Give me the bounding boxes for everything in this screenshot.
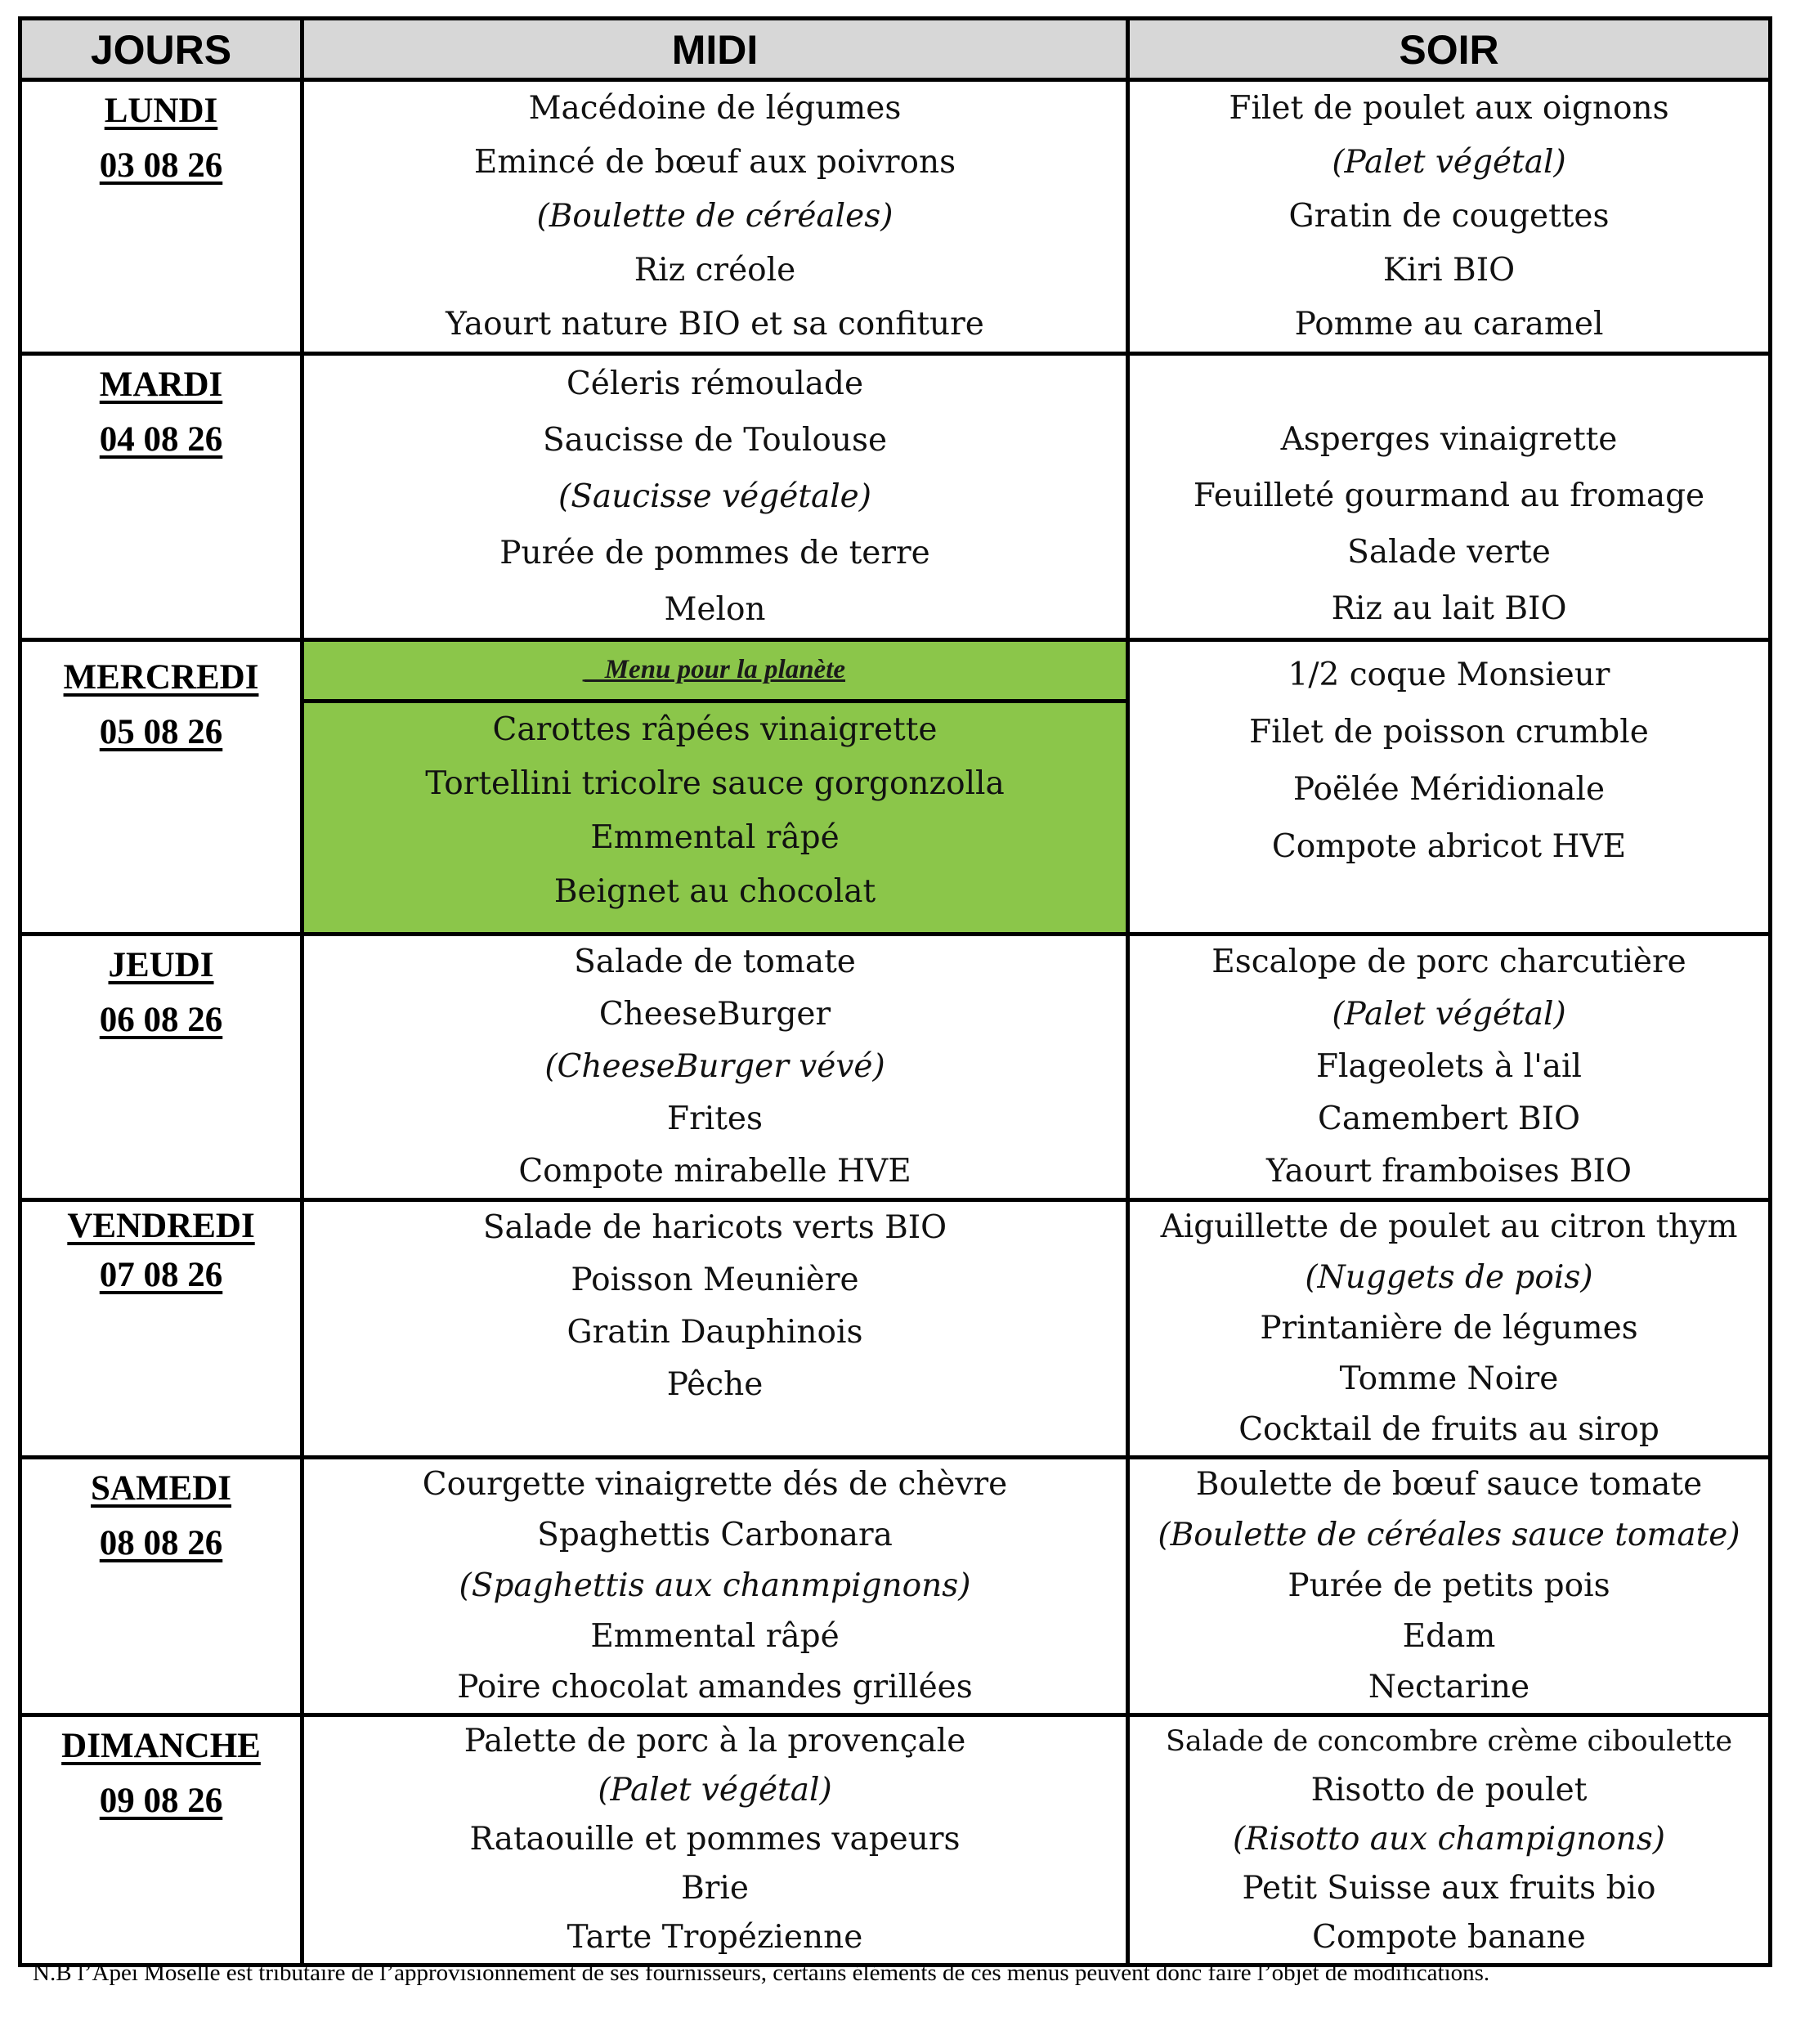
menu-item: Riz au lait BIO [1331,590,1567,627]
day-name: MERCREDI [63,658,259,697]
soir-cell [1128,80,1771,354]
menu-item: Céleris rémoulade [566,365,864,402]
header-jours: JOURS [20,19,302,80]
menu-item: Printanière de légumes [1260,1310,1638,1347]
supply-disclaimer-footnote: N.B l’Apei Moselle est tributaire de l’approvisionnement de ses fournisseurs, certains éléments de ces menus peuvent donc faire l’objet de modifications. [33,1960,1490,1986]
menu-item: 1/2 coque Monsieur [1288,657,1610,693]
menu-item: Petit Suisse aux fruits bio [1242,1870,1656,1907]
menu-item: Courgette vinaigrette dés de chèvre [422,1466,1008,1503]
day-cell [20,1200,302,1458]
midi-cell [302,354,1128,640]
day-name: LUNDI [104,92,218,130]
day-date: 07 08 26 [99,1256,223,1294]
menu-item-alternative: (Boulette de céréales) [536,198,894,235]
menu-item: Salade de tomate [574,944,856,980]
menu-item: Compote abricot HVE [1271,828,1627,865]
menu-item: Filet de poulet aux oignons [1229,90,1669,127]
day-row-mardi [20,354,1771,640]
menu-item: Gratin de cougettes [1288,198,1610,235]
menu-item: Purée de pommes de terre [499,535,930,572]
day-cell [20,354,302,640]
day-row-lundi [20,80,1771,354]
menu-item: Beignet au chocolat [553,873,876,910]
header-midi: MIDI [302,19,1128,80]
day-name: MARDI [99,365,223,404]
menu-item: Salade de haricots verts BIO [482,1209,947,1246]
menu-item: Cocktail de fruits au sirop [1238,1411,1659,1448]
weekly-menu-table [18,16,1772,1967]
menu-item-alternative: (Nuggets de pois) [1305,1259,1593,1296]
menu-item: Edam [1402,1618,1496,1655]
menu-item: Purée de petits pois [1288,1567,1610,1604]
day-cell [20,935,302,1200]
soir-cell [1128,935,1771,1200]
day-row-jeudi [20,935,1771,1200]
midi-cell-planet-menu [302,640,1128,935]
menu-item: Tarte Tropézienne [567,1919,863,1956]
midi-cell [302,1715,1128,1966]
menu-item: Macédoine de légumes [528,90,902,127]
planet-menu-banner: _ Menu pour la planète [304,642,1126,703]
soir-cell [1128,1715,1771,1966]
menu-item: Frites [667,1100,763,1137]
menu-item-alternative: (Boulette de céréales sauce tomate) [1158,1517,1740,1553]
day-cell [20,1715,302,1966]
midi-cell [302,1458,1128,1715]
soir-cell [1128,640,1771,935]
day-cell [20,1458,302,1715]
day-row-mercredi [20,640,1771,935]
menu-item: Melon [664,591,766,628]
menu-item: Brie [681,1870,749,1907]
menu-item: CheeseBurger [598,996,831,1033]
day-name: SAMEDI [90,1469,232,1508]
menu-item: Spaghettis Carbonara [537,1517,893,1553]
menu-item: Salade de concombre crème ciboulette [1165,1725,1733,1758]
menu-item: Risotto de poulet [1310,1772,1588,1809]
menu-item: Poisson Meunière [571,1262,859,1298]
menu-item: Pêche [666,1366,764,1403]
menu-item: Compote banane [1312,1919,1586,1956]
menu-item: Flageolets à l'ail [1316,1048,1582,1085]
menu-item: Aiguillette de poulet au citron thym [1160,1208,1738,1245]
menu-item: Carottes râpées vinaigrette [492,711,938,748]
menu-item-alternative: (CheeseBurger vévé) [544,1048,885,1085]
day-cell [20,80,302,354]
menu-item: Emmental râpé [590,1618,840,1655]
soir-cell [1128,1458,1771,1715]
menu-item: Salade verte [1347,534,1551,571]
menu-item: Rataouille et pommes vapeurs [469,1821,961,1858]
day-name: JEUDI [108,946,214,984]
menu-item: Pomme au caramel [1294,306,1604,343]
day-date: 08 08 26 [99,1524,223,1562]
day-row-dimanche [20,1715,1771,1966]
menu-item: Kiri BIO [1382,252,1516,289]
day-name: VENDREDI [67,1207,255,1245]
menu-item: Escalope de porc charcutière [1212,944,1686,980]
menu-item: Camembert BIO [1318,1100,1580,1137]
header-soir: SOIR [1128,19,1771,80]
menu-item: Yaourt nature BIO et sa confiture [446,306,984,343]
menu-item-alternative: (Palet végétal) [1332,144,1566,181]
day-date: 09 08 26 [99,1782,223,1820]
menu-item: Gratin Dauphinois [567,1314,863,1351]
menu-item: Palette de porc à la provençale [464,1723,966,1759]
soir-cell [1128,354,1771,640]
day-date: 04 08 26 [99,420,223,459]
menu-item: Emmental râpé [590,819,840,856]
menu-item: Poëlée Méridionale [1292,771,1606,808]
menu-item: Filet de poisson crumble [1249,714,1649,751]
menu-item-alternative: (Spaghettis aux chanmpignons) [459,1567,971,1604]
menu-item: Nectarine [1368,1669,1530,1706]
menu-item: Emincé de bœuf aux poivrons [473,144,956,181]
menu-item: Riz créole [634,252,796,289]
day-date: 05 08 26 [99,713,223,751]
day-name: DIMANCHE [61,1727,261,1765]
midi-cell [302,1200,1128,1458]
menu-item: Saucisse de Toulouse [542,422,888,459]
menu-item: Tomme Noire [1339,1360,1559,1397]
midi-cell [302,935,1128,1200]
menu-item-alternative: (Palet végétal) [1332,996,1566,1033]
header-row [20,19,1771,80]
menu-item: Compote mirabelle HVE [518,1153,911,1190]
day-row-samedi [20,1458,1771,1715]
menu-item: Tortellini tricolre sauce gorgonzolla [425,765,1005,802]
midi-cell [302,80,1128,354]
day-row-vendredi [20,1200,1771,1458]
day-cell [20,640,302,935]
menu-item: Poire chocolat amandes grillées [457,1669,973,1706]
menu-item: Boulette de bœuf sauce tomate [1195,1466,1703,1503]
menu-item: Asperges vinaigrette [1280,421,1618,458]
soir-cell [1128,1200,1771,1458]
menu-item: Feuilleté gourmand au fromage [1193,477,1705,514]
menu-item: Yaourt framboises BIO [1265,1153,1633,1190]
day-date: 03 08 26 [99,146,223,185]
menu-item-alternative: (Saucisse végétale) [558,478,871,515]
menu-item-alternative: (Palet végétal) [598,1772,832,1809]
day-date: 06 08 26 [99,1001,223,1039]
menu-item-alternative: (Risotto aux champignons) [1232,1821,1666,1858]
